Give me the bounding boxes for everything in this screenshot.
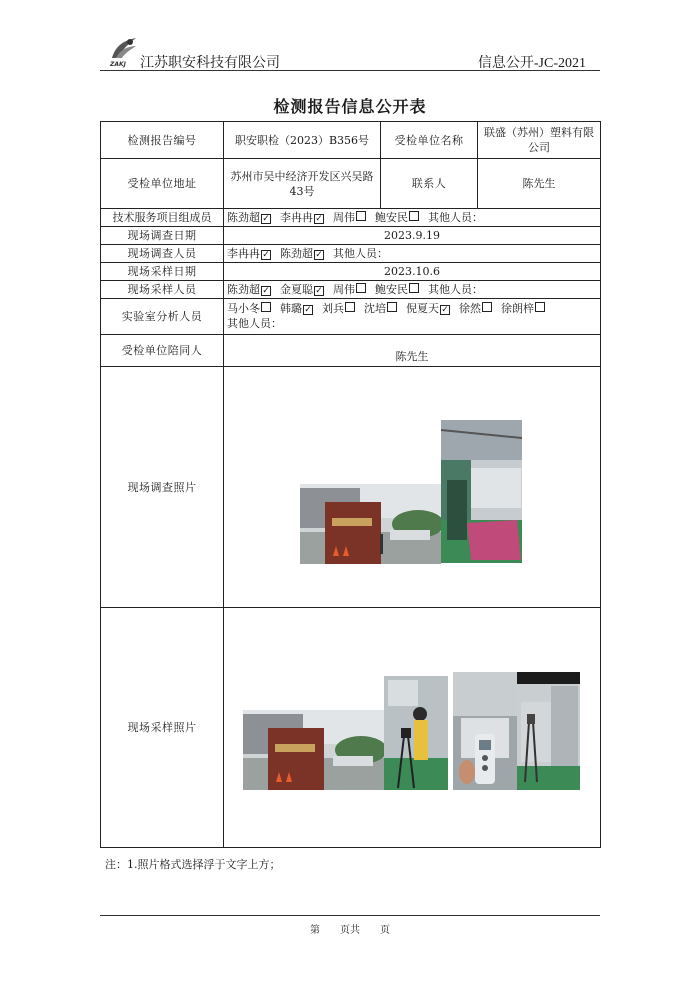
page-footer xyxy=(100,921,600,936)
contact-label: 联系人 xyxy=(381,159,478,209)
staff-name: 李冉冉 xyxy=(227,247,260,260)
footer-rule xyxy=(100,915,600,916)
sampling-date-value: 2023.10.6 xyxy=(224,263,601,281)
survey-staff-label: 现场调查人员 xyxy=(101,245,224,263)
staff-name: 韩璐 xyxy=(280,302,302,315)
staff-entry xyxy=(227,247,274,260)
other-staff-label: 其他人员： xyxy=(333,247,388,260)
other-staff-label: 其他人员： xyxy=(428,211,483,224)
sampling-photo-label: 现场采样照片 xyxy=(101,608,224,848)
sampling-staff-label: 现场采样人员 xyxy=(101,281,224,299)
document-code: 信息公开-JC-2021 xyxy=(477,56,586,71)
client-label: 受检单位名称 xyxy=(381,122,478,159)
lab-staff-list xyxy=(224,299,601,335)
footer-total-b: 页 xyxy=(380,925,390,936)
footer-total-a: 页共 xyxy=(340,925,360,936)
unchecked-box-icon xyxy=(482,302,492,312)
table-row xyxy=(101,335,601,367)
escort-value: 陈先生 xyxy=(224,335,601,367)
staff-name: 马小冬 xyxy=(227,302,260,315)
header-rule xyxy=(100,70,600,71)
other-staff-label: 其他人员： xyxy=(227,317,282,330)
table-row xyxy=(101,227,601,245)
address-value: 苏州市吴中经济开发区兴吴路43号 xyxy=(224,159,381,209)
staff-entry xyxy=(364,302,400,315)
checked-box-icon: ✓ xyxy=(262,250,270,260)
staff-name: 徐然 xyxy=(459,302,481,315)
address-label: 受检单位地址 xyxy=(101,159,224,209)
staff-entry xyxy=(333,283,369,296)
lab-staff-label: 实验室分析人员 xyxy=(101,299,224,335)
checked-box-icon: ✓ xyxy=(315,214,323,224)
unchecked-box-icon xyxy=(356,211,366,221)
client-value: 联盛（苏州）塑料有限公司 xyxy=(478,122,601,159)
checked-box-icon: ✓ xyxy=(441,305,449,315)
footer-page: 第 xyxy=(310,925,320,936)
staff-entry xyxy=(280,247,327,260)
escort-label: 受检单位陪同人 xyxy=(101,335,224,367)
table-row xyxy=(101,159,601,209)
table-row xyxy=(101,299,601,335)
sound-meter-photo xyxy=(453,672,517,790)
team-list xyxy=(224,209,601,227)
sampling-worker-photo xyxy=(384,676,448,790)
staff-name: 陈劲超 xyxy=(227,211,260,224)
team-label: 技术服务项目组成员 xyxy=(101,209,224,227)
staff-name: 刘兵 xyxy=(322,302,344,315)
checked-box-icon: ✓ xyxy=(315,286,323,296)
staff-name: 金夏聪 xyxy=(280,283,313,296)
table-row xyxy=(101,122,601,159)
checked-box-icon: ✓ xyxy=(262,286,270,296)
staff-entry xyxy=(375,283,422,296)
unchecked-box-icon xyxy=(409,211,419,221)
report-no-value: 职安职检（2023）B356号 xyxy=(224,122,381,159)
staff-entry xyxy=(375,211,422,224)
staff-entry xyxy=(227,211,274,224)
unchecked-box-icon xyxy=(409,283,419,293)
staff-entry xyxy=(227,302,274,315)
survey-date-value: 2023.9.19 xyxy=(224,227,601,245)
unchecked-box-icon xyxy=(387,302,397,312)
staff-entry xyxy=(333,211,369,224)
machine-sampling-photo xyxy=(517,672,580,790)
staff-name: 陈劲超 xyxy=(227,283,260,296)
staff-entry xyxy=(501,302,548,315)
staff-entry xyxy=(459,302,495,315)
other-staff-label: 其他人员： xyxy=(428,283,483,296)
workshop-photo xyxy=(441,420,522,563)
survey-date-label: 现场调查日期 xyxy=(101,227,224,245)
unchecked-box-icon xyxy=(356,283,366,293)
checked-box-icon: ✓ xyxy=(315,250,323,260)
staff-name: 鲍安民 xyxy=(375,211,408,224)
footnote: 注：1.照片格式选择浮于文字上方； xyxy=(105,858,281,871)
report-no-label: 检测报告编号 xyxy=(101,122,224,159)
table-row xyxy=(101,281,601,299)
contact-value: 陈先生 xyxy=(478,159,601,209)
staff-name: 鲍安民 xyxy=(375,283,408,296)
staff-name: 陈劲超 xyxy=(280,247,313,260)
checked-box-icon: ✓ xyxy=(262,214,270,224)
company-name: 江苏职安科技有限公司 xyxy=(140,55,280,71)
sampling-staff-list xyxy=(224,281,601,299)
logo-text: ZAKJ xyxy=(110,61,126,68)
survey-photo-label: 现场调查照片 xyxy=(101,367,224,608)
unchecked-box-icon xyxy=(345,302,355,312)
staff-name: 李冉冉 xyxy=(280,211,313,224)
staff-name: 倪夏天 xyxy=(406,302,439,315)
staff-entry xyxy=(406,302,453,315)
staff-entry xyxy=(280,302,316,315)
staff-name: 周伟 xyxy=(333,283,355,296)
staff-name: 沈培 xyxy=(364,302,386,315)
sampling-gate-photo xyxy=(243,710,384,790)
table-row xyxy=(101,209,601,227)
staff-entry xyxy=(227,283,274,296)
staff-name: 周伟 xyxy=(333,211,355,224)
survey-staff-list xyxy=(224,245,601,263)
staff-entry xyxy=(280,211,327,224)
page-header xyxy=(100,34,600,70)
staff-entry xyxy=(280,283,327,296)
company-logo-icon xyxy=(106,34,140,68)
checked-box-icon: ✓ xyxy=(304,305,312,315)
unchecked-box-icon xyxy=(535,302,545,312)
staff-entry xyxy=(322,302,358,315)
unchecked-box-icon xyxy=(261,302,271,312)
table-row xyxy=(101,245,601,263)
site-gate-photo xyxy=(300,484,441,564)
table-row xyxy=(101,263,601,281)
page-title: 检测报告信息公开表 xyxy=(273,97,427,116)
staff-name: 徐朗梓 xyxy=(501,302,534,315)
sampling-date-label: 现场采样日期 xyxy=(101,263,224,281)
